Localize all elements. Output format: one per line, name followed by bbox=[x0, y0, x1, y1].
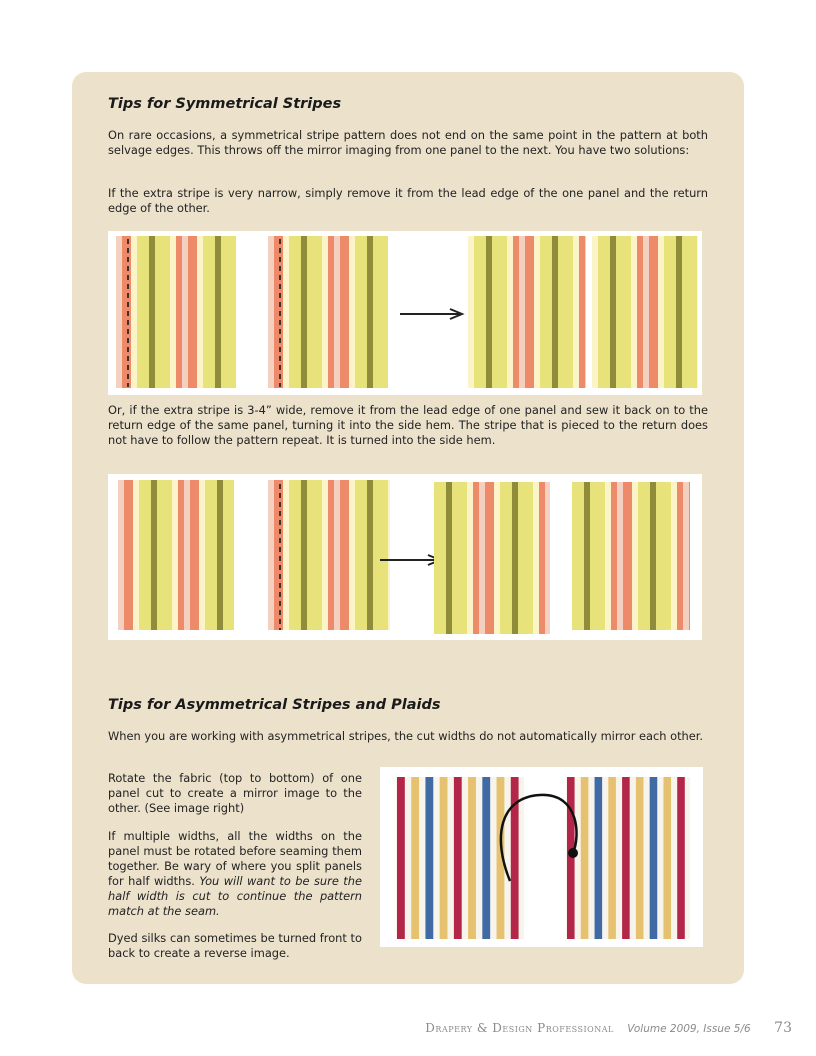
fabric-stripe bbox=[579, 236, 585, 388]
fabric-stripe bbox=[446, 482, 452, 634]
fabric-stripe bbox=[221, 236, 236, 388]
fabric-stripe bbox=[373, 236, 388, 388]
figure-wide-stripe-resewn bbox=[108, 474, 702, 640]
fabric-stripe bbox=[585, 236, 586, 388]
fabric-stripe bbox=[334, 236, 340, 388]
fabric-stripe bbox=[176, 236, 182, 388]
fabric-stripe bbox=[367, 480, 373, 630]
fabric-stripe bbox=[592, 236, 598, 388]
fabric-stripe bbox=[697, 236, 698, 388]
fabric-stripe bbox=[638, 482, 650, 630]
fabric-stripe bbox=[492, 236, 507, 388]
fabric-stripe bbox=[671, 482, 677, 630]
fabric-stripe bbox=[598, 236, 610, 388]
page-footer bbox=[425, 1020, 792, 1036]
rotate-pivot-dot bbox=[568, 848, 578, 858]
fabric-panel bbox=[434, 482, 550, 634]
fabric-stripe bbox=[468, 236, 474, 388]
plaid-stripe bbox=[608, 777, 616, 939]
plaid-stripe bbox=[650, 777, 658, 939]
fabric-stripe bbox=[301, 236, 307, 388]
fabric-stripe bbox=[590, 482, 605, 630]
fabric-stripe bbox=[507, 236, 513, 388]
plaid-stripe bbox=[411, 777, 419, 939]
arrow-right-icon bbox=[400, 309, 462, 319]
multiple-widths-text: If multiple widths, all the widths on the panel must be rotated before seaming them together. Be wary of where you split panels for half widths. bbox=[108, 829, 362, 888]
fabric-stripe bbox=[434, 482, 446, 634]
fabric-stripe bbox=[355, 480, 367, 630]
fabric-stripe bbox=[190, 480, 199, 630]
fabric-stripe bbox=[188, 236, 197, 388]
fabric-stripe bbox=[479, 482, 485, 634]
fabric-stripe bbox=[658, 236, 664, 388]
fabric-stripe bbox=[122, 236, 131, 388]
plaid-panel-left bbox=[396, 777, 524, 939]
fabric-stripe bbox=[349, 480, 355, 630]
fabric-stripe bbox=[340, 236, 349, 388]
fabric-stripe bbox=[452, 482, 467, 634]
fabric-stripe bbox=[184, 480, 190, 630]
fabric-stripe bbox=[525, 236, 534, 388]
fabric-stripe bbox=[534, 236, 540, 388]
fabric-stripe bbox=[199, 480, 205, 630]
fabric-stripe bbox=[616, 236, 631, 388]
fabric-stripe bbox=[474, 236, 486, 388]
fabric-stripe bbox=[118, 480, 124, 630]
fabric-stripe bbox=[289, 236, 301, 388]
fabric-stripe bbox=[203, 236, 215, 388]
fabric-stripe bbox=[274, 480, 283, 630]
fabric-panel bbox=[118, 480, 234, 630]
fabric-stripe bbox=[500, 482, 512, 634]
plaid-diagram bbox=[380, 767, 703, 947]
fabric-stripe bbox=[539, 482, 545, 634]
section-heading-symmetrical: Tips for Symmetrical Stripes bbox=[108, 96, 342, 112]
fabric-stripe bbox=[518, 482, 533, 634]
plaid-stripe bbox=[425, 777, 433, 939]
fabric-stripe bbox=[632, 482, 638, 630]
fabric-stripe bbox=[558, 236, 573, 388]
plaid-stripe bbox=[581, 777, 589, 939]
fabric-stripe bbox=[116, 236, 122, 388]
fabric-stripe bbox=[283, 236, 289, 388]
fabric-stripe bbox=[572, 482, 584, 630]
stripe-diagram-2 bbox=[108, 474, 702, 640]
fabric-stripe bbox=[182, 236, 188, 388]
fabric-stripe bbox=[573, 236, 579, 388]
fabric-stripe bbox=[215, 236, 221, 388]
fabric-stripe bbox=[637, 236, 643, 388]
fabric-stripe bbox=[151, 480, 157, 630]
plaid-stripe bbox=[482, 777, 490, 939]
fabric-stripe bbox=[643, 236, 649, 388]
plaid-stripe bbox=[595, 777, 603, 939]
fabric-stripe bbox=[611, 482, 617, 630]
fabric-stripe bbox=[223, 480, 234, 630]
fabric-stripe bbox=[486, 236, 492, 388]
plaid-stripe bbox=[677, 777, 685, 939]
page-number: 73 bbox=[774, 1020, 792, 1036]
paragraph-rotate-fabric: Rotate the fabric (top to bottom) of one panel cut to create a mirror image to the other. (See image right) bbox=[108, 771, 362, 815]
stripe-diagram-1 bbox=[108, 231, 702, 395]
figure-narrow-stripe-removal bbox=[108, 231, 702, 395]
fabric-stripe bbox=[485, 482, 494, 634]
fabric-stripe bbox=[533, 482, 539, 634]
fabric-panel bbox=[592, 236, 698, 388]
plaid-stripe bbox=[397, 777, 405, 939]
fabric-stripe bbox=[388, 480, 390, 630]
fabric-stripe bbox=[605, 482, 611, 630]
paragraph-asymmetrical-intro: When you are working with asymmetrical stripes, the cut widths do not automatically mirror each other. bbox=[108, 729, 704, 743]
issue-volume: Volume 2009, Issue 5/6 bbox=[627, 1023, 751, 1035]
plaid-stripe bbox=[567, 777, 575, 939]
fabric-stripe bbox=[664, 236, 676, 388]
paragraph-intro: On rare occasions, a symmetrical stripe pattern does not end on the same point in the pattern at both selvage edges. This throws off the mirror imaging from one panel to the next. You have two solutions: bbox=[108, 128, 708, 157]
fabric-stripe bbox=[172, 480, 178, 630]
paragraph-dyed-silks: Dyed silks can sometimes be turned front to back to create a reverse image. bbox=[108, 931, 362, 960]
plaid-stripe bbox=[663, 777, 671, 939]
fabric-stripe bbox=[334, 480, 340, 630]
fabric-stripe bbox=[268, 480, 274, 630]
fabric-stripe bbox=[307, 480, 322, 630]
fabric-stripe bbox=[367, 236, 373, 388]
figure-rotated-plaid bbox=[380, 767, 703, 947]
fabric-stripe bbox=[545, 482, 550, 634]
fabric-stripe bbox=[322, 236, 328, 388]
fabric-stripe bbox=[149, 236, 155, 388]
fabric-stripe bbox=[473, 482, 479, 634]
fabric-stripe bbox=[274, 236, 283, 388]
fabric-stripe bbox=[373, 480, 388, 630]
fabric-stripe bbox=[307, 236, 322, 388]
fabric-stripe bbox=[584, 482, 590, 630]
fabric-stripe bbox=[677, 482, 683, 630]
fabric-stripe bbox=[494, 482, 500, 634]
multiple-widths-italic-text: You will want to be sure the half width is cut to continue the pattern match at the seam. bbox=[108, 874, 362, 918]
fabric-stripe bbox=[131, 236, 137, 388]
section-heading-asymmetrical: Tips for Asymmetrical Stripes and Plaids bbox=[108, 697, 441, 713]
plaid-stripe bbox=[622, 777, 630, 939]
fabric-panel bbox=[468, 236, 586, 388]
paragraph-narrow-stripe: If the extra stripe is very narrow, simply remove it from the lead edge of the one panel and the return edge of the other. bbox=[108, 186, 708, 215]
fabric-stripe bbox=[617, 482, 623, 630]
fabric-stripe bbox=[217, 480, 223, 630]
fabric-stripe bbox=[205, 480, 217, 630]
fabric-stripe bbox=[689, 482, 690, 630]
fabric-stripe bbox=[519, 236, 525, 388]
fabric-stripe bbox=[467, 482, 473, 634]
fabric-stripe bbox=[610, 236, 616, 388]
fabric-stripe bbox=[289, 480, 301, 630]
fabric-stripe bbox=[682, 236, 697, 388]
fabric-stripe bbox=[124, 480, 133, 630]
paragraph-multiple-widths bbox=[108, 829, 362, 919]
fabric-stripe bbox=[155, 236, 170, 388]
plaid-stripe bbox=[440, 777, 448, 939]
fabric-stripe bbox=[157, 480, 172, 630]
fabric-stripe bbox=[268, 236, 274, 388]
fabric-stripe bbox=[540, 236, 552, 388]
fabric-stripe bbox=[301, 480, 307, 630]
fabric-stripe bbox=[340, 480, 349, 630]
plaid-panel-right bbox=[566, 777, 690, 939]
fabric-stripe bbox=[133, 480, 139, 630]
fabric-stripe bbox=[552, 236, 558, 388]
plaid-stripe bbox=[636, 777, 644, 939]
fabric-stripe bbox=[631, 236, 637, 388]
plaid-stripe bbox=[468, 777, 476, 939]
fabric-stripe bbox=[512, 482, 518, 634]
fabric-panel bbox=[268, 480, 390, 630]
paragraph-wide-stripe: Or, if the extra stripe is 3-4” wide, remove it from the lead edge of one panel and sew it back on to the return edge of the same panel, turning it into the side hem. The stripe that is pieced to the return does not have to follow the pattern repeat. It is turned into the side hem. bbox=[108, 403, 708, 447]
fabric-panel bbox=[572, 482, 690, 630]
fabric-stripe bbox=[676, 236, 682, 388]
fabric-stripe bbox=[355, 236, 367, 388]
fabric-panel bbox=[116, 236, 236, 388]
fabric-stripe bbox=[137, 236, 149, 388]
fabric-stripe bbox=[178, 480, 184, 630]
fabric-stripe bbox=[139, 480, 151, 630]
fabric-stripe bbox=[656, 482, 671, 630]
fabric-stripe bbox=[322, 480, 328, 630]
fabric-stripe bbox=[650, 482, 656, 630]
fabric-stripe bbox=[623, 482, 632, 630]
fabric-stripe bbox=[328, 236, 334, 388]
fabric-panel bbox=[268, 236, 388, 388]
magazine-name: Drapery & Design Professional bbox=[425, 1021, 614, 1035]
fabric-stripe bbox=[328, 480, 334, 630]
fabric-stripe bbox=[683, 482, 689, 630]
plaid-stripe bbox=[454, 777, 462, 939]
fabric-stripe bbox=[170, 236, 176, 388]
fabric-stripe bbox=[513, 236, 519, 388]
fabric-stripe bbox=[649, 236, 658, 388]
fabric-stripe bbox=[349, 236, 355, 388]
fabric-stripe bbox=[283, 480, 289, 630]
fabric-stripe bbox=[197, 236, 203, 388]
